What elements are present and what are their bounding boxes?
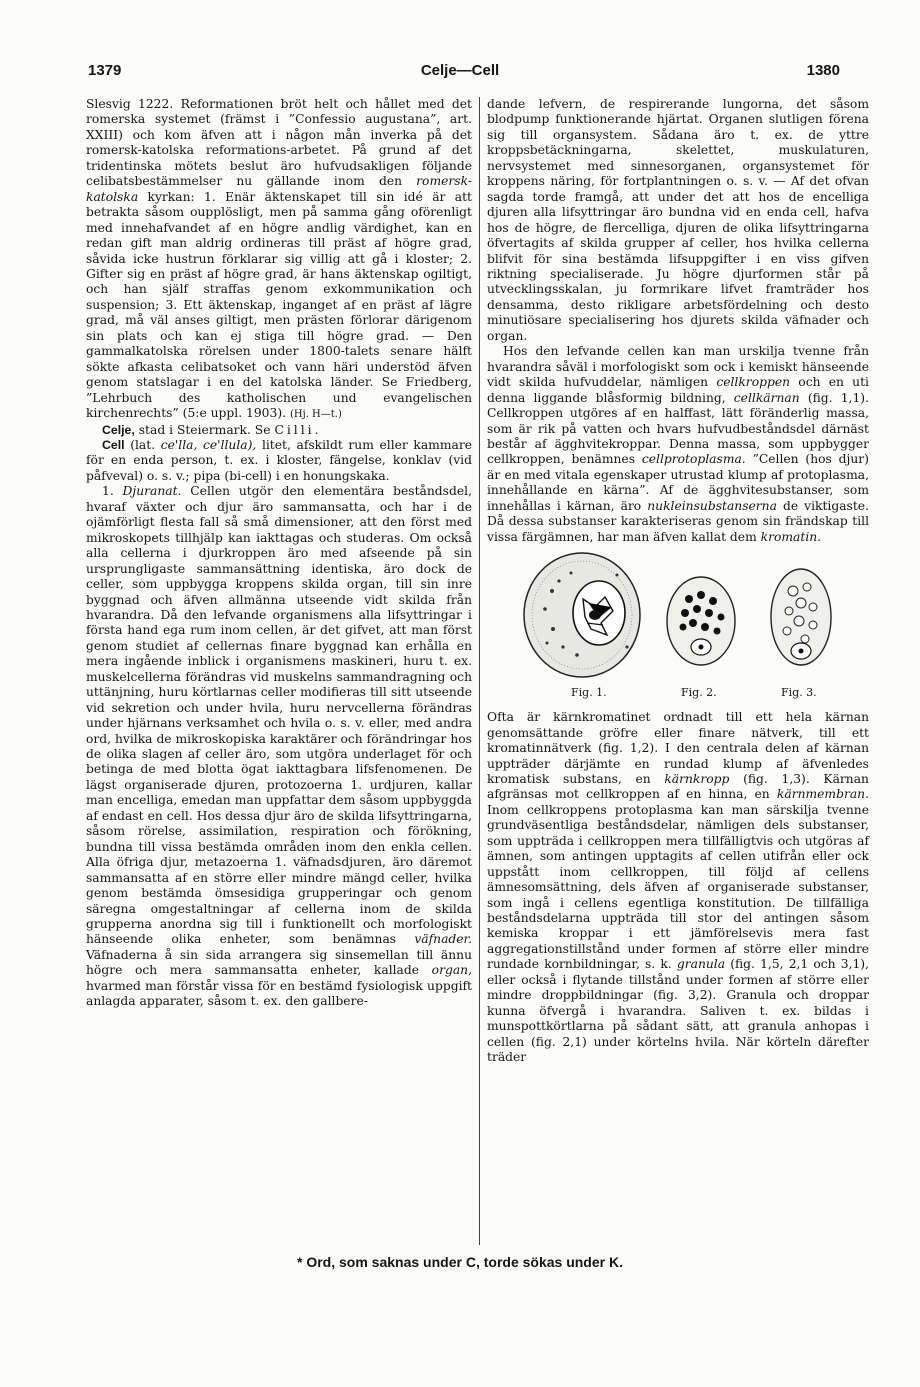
fig1-caption: Fig. 1. [571,686,607,700]
cross-reference: Cilli. [274,422,322,437]
section-title: Djuranat. [122,484,182,499]
italic-term: cellkroppen [716,375,791,390]
section-number: 1. [102,484,114,499]
italic-term: granula [676,957,726,972]
text: litet, afskildt rum eller kammare för en enda person, t. ex. i kloster, fängelse, konklav (vid påfveval) o. s. v.; pipa (bi-cell) i en honungskaka. [86,437,472,483]
section-djuranat [86,484,472,1009]
author-signature: (Hj. H—t.) [289,409,342,421]
text: de viktigaste. Då dessa substanser karakteriseras genom sin frändskap till vissa färgämnen, har man äfven kallat dem [487,498,869,544]
italic-term: organ, [431,963,472,978]
cell-illustrations [487,551,869,685]
entry-headword: Cell [102,437,125,452]
cell-body-paragraph [487,344,869,545]
celibacy-paragraph [86,97,472,423]
italic-term: cellkärnan [733,390,800,405]
text: stad i Steiermark. Se [138,422,271,437]
cell-figures [487,551,869,704]
fig2-caption: Fig. 2. [681,686,717,700]
text: dande lefvern, de respirerande lungorna, det såsom blodpump funktionerande hjärtat. Organen slutligen förena sig till organsystem. Sådana äro t. ex. de yttre kroppsbetäckningarna, skelettet, muskulaturen, nervsystemet med sinnesorganen, organsystemet för kroppens näring, för fortplantningen o. s. v. — Af det ofvan sagda torde framgå, att under det att hos de encelliga djuren alla lifsyttringar äro bundna vid en enda cell, hafva hos de högre, de flercelliga, djuren de olika lifsyttringarna öfvertagits af skilda grupper af celler, hos hvilka cellerna blifvit för sina bestämda lifsuppgifter i en viss gifven riktning specialiserade. Ju högre djurformen står på utvecklingsskalan, ju formrikare lifvet framträder hos densamma, desto rikligare arbetsfördelning och desto minutiösare specialisering hos djurets skilda väfnader och organ. [487,97,869,343]
page-number-right: 1380 [806,62,840,79]
right-column [487,97,869,1066]
text: och en uti denna liggande blåsformig bildning, [487,375,869,405]
italic-term: romersk-katolska [86,174,472,204]
chromatin-paragraph [487,710,869,1065]
italic-term: cellprotoplasma. [641,452,746,467]
fig2-cell-drawing [667,577,735,665]
column-divider [479,97,480,1245]
text: hvarmed man förstår vissa för en bestämd fysiologisk uppgift anlagda apparater, såsom t. ex. den gallbere- [86,978,472,1009]
text: (fig. 1,1). Cellkroppen utgöres af en halffast, lätt föränderlig massa, som är rik på vatten och hvars hufvudbeståndsdel därnäst består af ägghvitekroppar. Denna massa, som uppbygger cellkroppen, benämnes [487,390,869,467]
fig3-cell-drawing [771,569,831,665]
text: (lat. [130,437,156,452]
text: Slesvig 1222. Reformationen bröt helt och hållet med det romerska systemet (främst i ”Confessio augustana”, art. XXIII) och kom äfven att i någon mån inverka på det romersk-katolska reformations-arbetet. På grund af det tridentinska mötets beslut äro hufvudsakligen följande celibatsbestämmelser nu gällande inom den [86,97,472,189]
italic-term: väfnader. [414,932,472,947]
page-number-left: 1379 [88,62,122,79]
fig3-caption: Fig. 3. [781,686,817,700]
text: Cellen utgör den elementära beståndsdel, hvaraf växter och djur äro sammansatta, och har i de ojämförligt flesta fall så små dimensioner, att den först med mikroskopets tillhjälp kan iakttagas och studeras. Om också alla cellerna i djurkroppen äro med afseende på sin ursprungligaste sammansättning identiska, äro dock de celler, som uppbygga kroppens skilda organ, till sin inre byggnad och äfven allmänna utseende vidt skilda från hvarandra. Då den lefvande organismens alla lifsyttringar i första hand ega rum inom cellen, är det gifvet, att man först genom studiet af cellernas finare byggnad kan erhålla en mera ingående inblick i organismens maskineri, huru t. ex. muskelcellerna förändras vid muskelns sammandragning och uttänjning, huru körtlarnas celler modifieras till sitt utseende vid sekretion och under hvila, huru nervcellerna förändras under hjärnans verksamhet och hvila o. s. v. eller, med andra ord, hvilka de mikroskopiska karaktärer och förändringar hos de olika slagen af celler äro, som utgöra underlaget för och betinga de med blotta ögat iakttagbara lifsfenomenen. De lägst organiserade djuren, protozoerna 1. urdjuren, kallar man encelliga, emedan man uppfattar dem såsom uppbyggda af endast en cell. Hos dessa djur äro de skilda lifsyttringarna, såsom rörelse, assimilation, respiration och förökning, bundna till vissa bestämda områden inom den enkla cellen. Alla öfriga djur, metazoerna 1. väfnadsdjuren, äro däremot sammansatta af en större eller mindre mängd celler, hvilka genom bestämda ömsesidiga grupperingar och genom säregna omgestaltningar af cellerna inom de skilda grupperna anordna sig till i funktionellt och morfologiskt hänseende olika enheter, som benämnas [86,484,472,947]
running-title: Celje—Cell [420,62,500,79]
text: ”Cellen (hos djur) är en med vitala egenskaper utrustad klump af protoplasma, innehållande en kärna”. Af de ägghvitesubstanser, som innehållas i kärnan, äro [487,452,869,513]
text: (fig. 1,5, 2,1 och 3,1), eller också i flytande tillstånd under formen af större eller mindre droppbildningar (fig. 3,2). Granula och droppar kunna öfvergå i hvarandra. Saliven t. ex. bildas i munspottkörtlarna på sådant sätt, att granula anhopas i cellen (fig. 2,1) under körtelns hvila. När körteln därefter träder [487,957,869,1065]
text: Hos den lefvande cellen kan man urskilja tvenne från hvarandra såväl i morfologiskt som ock i kemiskt hänseende vidt skilda hufvuddelar, nämligen [487,344,869,390]
text: Väfnaderna å sin sida arrangera sig sinsemellan till ännu högre och mera sammansatta enheter, kallade [86,947,472,978]
italic-term: kärnmembran. [776,787,869,802]
text: (fig. 1,3). Kärnan afgränsas mot cellkroppen af en hinna, en [487,771,869,802]
italic-term: kärnkropp [664,771,730,786]
fig1-cell-drawing [524,553,640,677]
text: kyrkan: 1. Enär äktenskapet till sin idé är att betrakta såsom oupplösligt, men på samma gång oförenligt med innehafvandet af en högre andlig värdighet, kan en redan gift man aldrig ordineras till präst af högre grad, såvida icke hustrun förklarar sig villig att gå i kloster; 2. Gifter sig en präst af högre grad, är hans äktenskap ogiltigt, och han själf straffas genom exkommunikation och suspension; 3. Ett äktenskap, inganget af en präst af lägre grad, må väl anses giltigt, men prästen förlorar därigenom sin plats och kan ej stiga till högre grad. — Den gammalkatolska rörelsen under 1800-talets senare hälft sökte afkasta celibatsoket och vann häri understöd äfven genom statslagar i en del katolska länder. Se Friedberg, ”Lehrbuch des katholischen und evangelischen kirchenrechts” (5:e uppl. 1903). [86,189,472,421]
entry-cell [86,438,472,484]
entry-celje [86,423,472,438]
italic-term: ce'lla, ce'llula), [160,437,257,452]
italic-term: kromatin. [760,529,822,544]
entry-headword: Celje, [102,422,135,437]
organs-paragraph [487,97,869,344]
left-column [86,97,472,1010]
italic-term: nukleinsubstanserna [647,498,777,513]
text: Ofta är kärnkromatinet ordnadt till ett hela kärnan genomsättande gröfre eller finare nätverk, till ett kromatinnätverk (fig. 1,2). I den centrala delen af kärnan uppträder därjämte en rundad klump af äfvenledes kromatisk substans, en [487,710,869,786]
text: Inom cellkroppens protoplasma kan man särskilja tvenne grundväsentliga beståndsdelar, nämligen dels substanser, som uppträda i cellkroppen mera tillfälligtvis och utgöras af ämnen, som antingen upptagits af cellen utifrån eller ock uppstått inom cellkroppen, till följd af cellens ämnesomsättning, dels äfven af organiserade substanser, som ingå i cellens egentliga konstitution. De tillfälliga beståndsdelarna uppträda till stor del antingen såsom kemiska kroppar i ett jämförelsevis mera fast aggregationstillstånd under formen af större eller mindre rundade kornbildningar, s. k. [487,802,869,972]
footnote: * Ord, som saknas under C, torde sökas under K. [297,1254,623,1270]
